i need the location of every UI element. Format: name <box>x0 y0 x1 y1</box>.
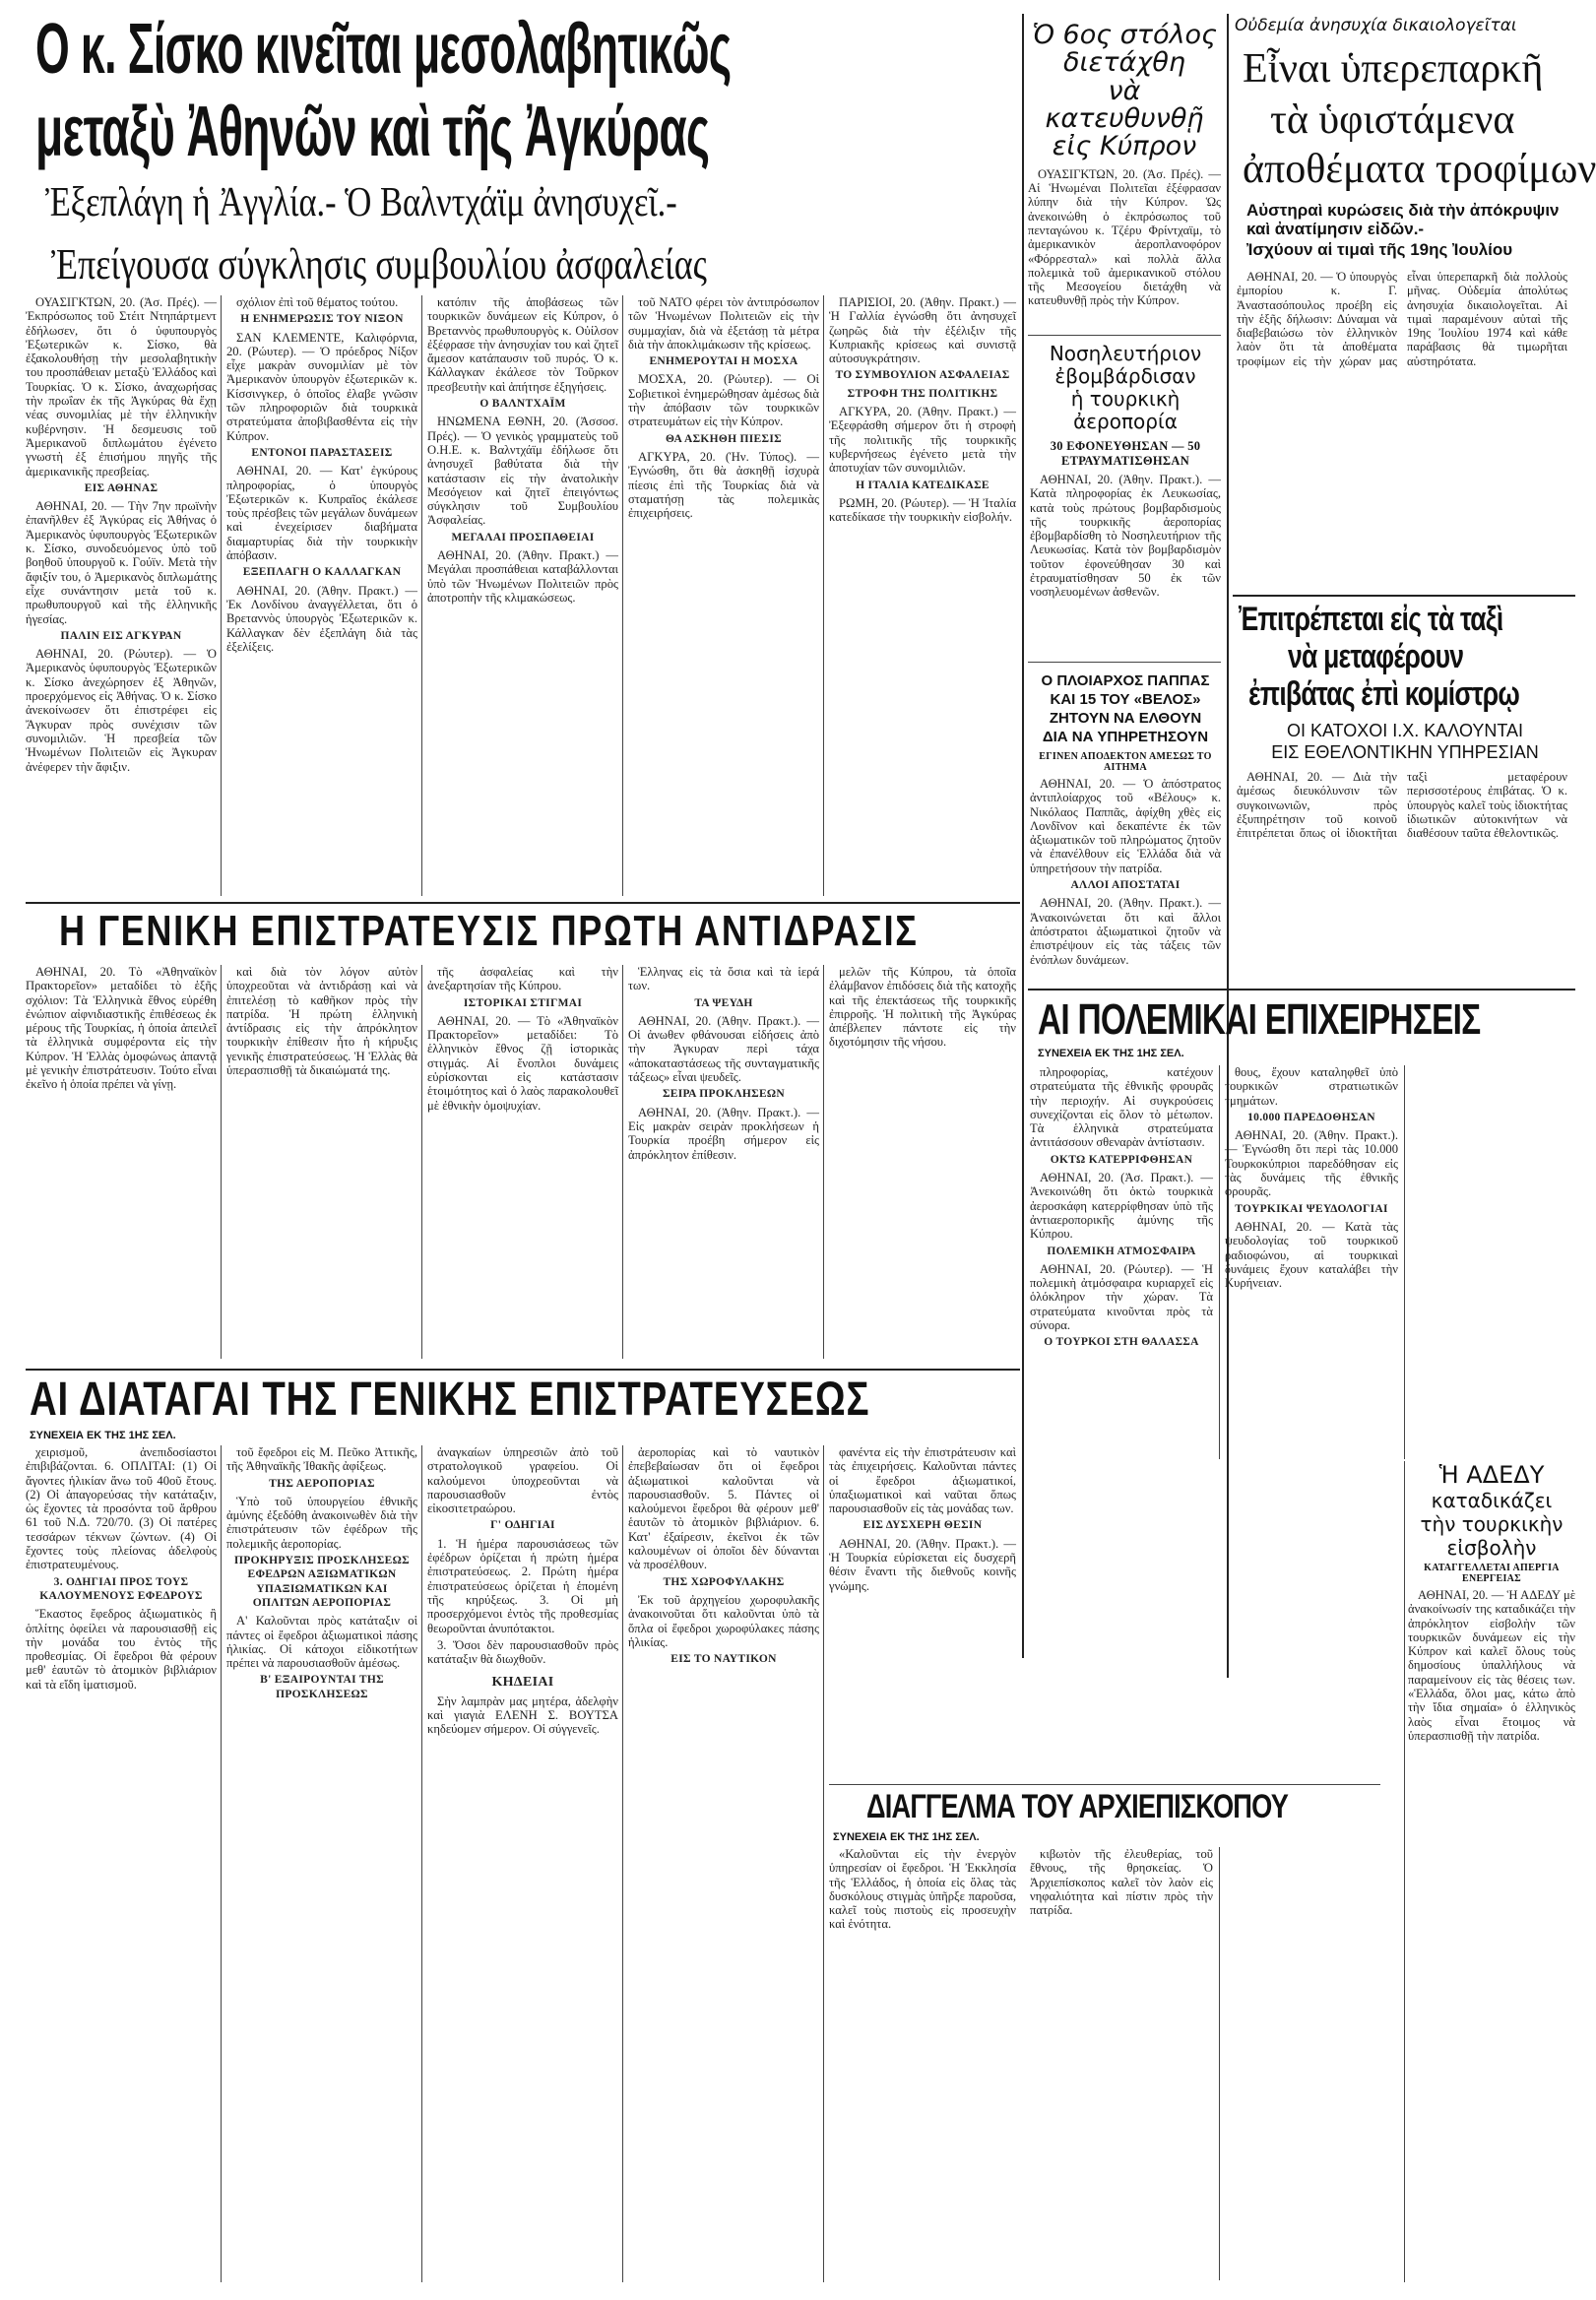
orders-column-2 <box>226 1445 417 2292</box>
orders-col2-text: τοῦ ἔφεδροι εἰς Μ. Πεῦκο Ἀττικῆς, τῆς Ἀθηναϊκῆς Ἰθακῆς ἀφίξεως. <box>226 1445 417 1474</box>
orders-col5-subhead: ΕΙΣ ΔΥΣΧΕΡΗ ΘΕΣΙΝ <box>862 1519 983 1532</box>
hospital-subhead: 30 ΕΦΟΝΕΥΘΗΣΑΝ — 50 ΕΤΡΑΥΜΑΤΙΣΘΗΣΑΝ <box>1050 439 1201 468</box>
main-story-col4-subhead-1: ΕΝΗΜΕΡΟΥΤΑΙ Η ΜΟΣΧΑ <box>649 355 798 368</box>
main-story-col5-subhead-0: ΤΟ ΣΥΜΒΟΥΛΙΟΝ ΑΣΦΑΛΕΙΑΣ <box>835 369 1010 382</box>
mobilization-col4-text: ΑΘΗΝΑΙ, 20. (Ἀθην. Πρακτ.). — Οἱ ἀνωθεν φθάνουσαι εἰδήσεις ἀπὸ τὴν Ἀγκυραν περὶ τάχα «ἀποκαταστάσεως τῆς συνταγματικῆς τάξεως» εἶναι ψευδεῖς. <box>628 1013 819 1085</box>
mobilization-col4-subhead: ΤΑ ΨΕΥΔΗ <box>694 996 753 1009</box>
orders-col5-text: φανέντα εἰς τὴν ἐπιστράτευσιν καὶ τὰς ἐπιχειρήσεις. Καλοῦνται πάντες οἱ ἔφεδροι ἀξιωματικοί, ὑπαξιωματικοὶ καὶ ναῦται ὅπως παρουσιασθοῦν εἰς τὰς μονάδας των. <box>829 1445 1016 1516</box>
main-story-col4-bot: ΑΓΚΥΡΑ, 20. (Ἡν. Τύπος). — Ἐγνώσθη, ὅτι θὰ ἀσκηθῇ ἰσχυρὰ πίεσις ἐπὶ τῆς Τουρκίας διὰ νὰ σταματήσῃ τὰς πολεμικὰς ἐπιχειρήσεις. <box>628 449 819 521</box>
fleet-body-text: ΟΥΑΣΙΓΚΤΩΝ, 20. (Ἀσ. Πρές). — Αἱ Ἡνωμέναι Πολιτεῖαι ἐξέφρασαν λύπην διὰ τὴν Κύπρον. Ὡς ἀνεκοινώθη ὁ ἐκπρόσωπος τοῦ πενταγώνου κ. Τζέρυ Φρίντχαϊμ, τὸ ἀμερικανικὸν ἀεροπλανοφόρον «Φόρρεσταλ» καὶ πολλὰ ἄλλα πολεμικὰ τοῦ ἀμερικανικοῦ στόλου τῆς Μεσογείου διετάχθη νὰ κατευθυνθῇ πρὸς τὴν Κύπρον. <box>1028 166 1221 308</box>
captain-body <box>1030 777 1221 967</box>
orders-col1-text: χειρισμοῦ, ἀνεπιδοσίαστοι ἐπιβιβάζονται. 6. ΟΠΛΙΤΑΙ: (1) Οἱ ἄγοντες ἡλικίαν ἄνω τοῦ 40οῦ ἔτους. (2) Οἱ ἀπαγορεύσας τὴν κατάταξιν, ὡς ἔχοντες τὰ προσόντα τοῦ ἄρθρου 61 τοῦ Ν.Δ. 720/70. (3) Οἱ πατέρες τεσσάρων τέκνων ζώντων. (4) Οἱ ἔχοντες τοὺς πλείονας ἀδελφοὺς ἐπιστρατευμένους. <box>26 1445 217 1572</box>
orders-col4-subhead-2: ΕΙΣ ΤΟ ΝΑΥΤΙΚΟΝ <box>670 1653 777 1666</box>
operations-col1-bot: ΑΘΗΝΑΙ, 20. (Ρώυτερ). — Ἡ πολεμικὴ ἀτμόσφαιρα κυριαρχεῖ εἰς ὁλόκληρον τὴν χώραν. Τὰ στρατεύματα κινοῦνται πρὸς τὰ σύνορα. <box>1030 1261 1213 1333</box>
hospital-title-line3: ἡ τουρκικὴ <box>1070 387 1181 411</box>
orders-col3-bot: 3. Ὅσοι δὲν παρουσιασθοῦν πρὸς κατάταξιν θὰ διωχθοῦν. <box>427 1637 618 1667</box>
mobilization-col3-text: ΑΘΗΝΑΙ, 20. — Τὸ «Ἀθηναϊκὸν Πρακτορεῖον» μεταδίδει: Τὸ ἑλληνικὸν ἔθνος ζῇ ἱστορικὰς στιγμάς. Αἱ ἔνοπλοι δυνάμεις εὑρίσκονται εἰς κατάστασιν ἑτοιμότητος καὶ ὁ λαὸς παρακολουθεῖ μὲ ἐθνικὴν ὁμοψυχίαν. <box>427 1013 618 1113</box>
captain-body-text-2: ΑΘΗΝΑΙ, 20. (Ἀθην. Πρακτ.). — Ἀνακοινώνεται ὅτι καὶ ἄλλοι ἀπόστρατοι ἀξιωματικοὶ ζητοῦν νὰ ἐπιστρέψουν εἰς τὰς τάξεις τῶν ἐνόπλων δυνάμεων. <box>1030 896 1221 967</box>
hospital-article <box>1030 343 1221 630</box>
operations-col1-subhead: ΟΚΤΩ ΚΑΤΕΡΡΙΦΘΗΣΑΝ <box>1050 1153 1193 1166</box>
orders-headline: ΑΙ ΔΙΑΤΑΓΑΙ ΤΗΣ ΓΕΝΙΚΗΣ ΕΠΙΣΤΡΑΤΕΥΣΕΩΣ <box>30 1374 870 1426</box>
fleet-title-line4: εἰς Κύπρον <box>1052 131 1197 162</box>
orders-col1-subhead: 3. ΟΔΗΓΙΑΙ ΠΡΟΣ ΤΟΥΣ ΚΑΛΟΥΜΕΝΟΥΣ ΕΦΕΔΡΟΥΣ <box>39 1575 203 1602</box>
food-subtitle-line1: Αὐστηραὶ κυρώσεις διὰ τὴν ἀπόκρυψιν καὶ ἀνατίμησιν εἰδῶν.- <box>1246 201 1560 238</box>
adedy-title-line2: καταδικάζει <box>1431 1489 1553 1512</box>
taxi-title-line2: νὰ μεταφέρουν <box>1288 638 1464 675</box>
main-story-col3-bot: ΑΘΗΝΑΙ, 20. (Ἀθην. Πρακτ.) — Μεγάλαι προσπάθειαι καταβάλλονται ὑπὸ τῶν Ἡνωμένων Πολιτειῶν πρὸς ἀποτροπὴν τῆς κλιμακώσεως. <box>427 548 618 605</box>
main-story-column-4 <box>628 295 819 906</box>
taxi-title-line1: Ἐπιτρέπεται εἰς τὰ ταξὶ <box>1239 601 1503 638</box>
operations-col2-subhead: 10.000 ΠΑΡΕΔΟΘΗΣΑΝ <box>1247 1111 1375 1123</box>
mobilization-column-3 <box>427 965 618 1369</box>
main-story-col1-subhead-2: ΠΑΛΙΝ ΕΙΣ ΑΓΚΥΡΑΝ <box>60 629 182 642</box>
main-headline-line1: Ο κ. Σίσκο κινεῖται μεσολαβητικῶς <box>35 10 732 89</box>
archbishop-column-1 <box>829 1847 1016 2290</box>
operations-col2-bot: ΑΘΗΝΑΙ, 20. — Κατὰ τὰς ψευδολογίας τοῦ τουρκικοῦ ραδιοφώνου, αἱ τουρκικαὶ δυνάμεις ἔχουν καταλάβει τὴν Κυρήνειαν. <box>1225 1219 1398 1291</box>
archbishop-continued: ΣΥΝΕΧΕΙΑ ΕΚ ΤΗΣ 1ΗΣ ΣΕΛ. <box>833 1831 980 1843</box>
main-story-col3-top: κατόπιν τῆς ἀποβάσεως τῶν τουρκικῶν δυνάμεων εἰς Κύπρον, ὁ Βρεταννὸς πρωθυπουργὸς κ. Οὐίλσον ἐξέφρασε τὴν ἀνησυχίαν του καὶ ζητεῖ ἄμεσον κατάπαυσιν τοῦ πυρός. Ὁ κ. Κάλλαγκαν ἐκάλεσε τὸν Τοῦρκον πρεσβευτὴν καὶ ἀπήτησε ἐξηγήσεις. <box>427 295 618 394</box>
main-story-col3-subhead-1: Ο ΒΑΛΝΤΧΑΪΜ <box>479 398 566 411</box>
taxi-title-line3: ἐπιβάτας ἐπὶ κομίστρῳ <box>1248 675 1520 713</box>
mobilization-headline: Η ΓΕΝΙΚΗ ΕΠΙΣΤΡΑΤΕΥΣΙΣ ΠΡΩΤΗ ΑΝΤΙΔΡΑΣΙΣ <box>59 907 919 955</box>
orders-col3-mid: 1. Ἡ ἡμέρα παρουσιάσεως τῶν ἐφέδρων ὁρίζεται ἡ πρώτη ἡμέρα ἐπιστρατεύσεως. 2. Πρώτη ἡμέρα ἐπιστρατεύσεως ὁρίζεται ἡ ἑπομένη τῆς κηρύξεως. 3. Οἱ μὴ προσερχόμενοι ἐντὸς τῆς προθεσμίας θεωροῦνται ἀνυπότακτοι. <box>427 1536 618 1635</box>
food-body <box>1237 270 1567 589</box>
main-story-col1-top: ΟΥΑΣΙΓΚΤΩΝ, 20. (Ἀσ. Πρές). — Ἐκπρόσωπος τοῦ Στέιτ Ντηπάρτμεντ ἐδήλωσεν, ὅτι ὁ ὑφυπουργὸς Ἐξωτερικῶν κ. Σίσκο, θὰ ἐξακολουθήσῃ τὴν μεσολαβητικὴν του προσπάθειαν μεταξὺ Ἑλλάδος καὶ Τουρκίας. Ὁ κ. Σίσκο, ἀναχωρήσας τὴν πρωΐαν ἐκ τῆς Ἀγκύρας θὰ ἔχῃ νέας συνομιλίας μὲ τὴν ἑλληνικὴν κυβέρνησιν. Ἡ δεσμευσις τοῦ Ἀμερικανοῦ διπλωμάτου ἐγένετο γνωστὴ ἐξ ἐπισήμου πηγῆς τῆς ἀμερικανικῆς πρεσβείας. <box>26 295 217 479</box>
main-story-col2-subhead-3: ΕΞΕΠΛΑΓΗ Ο ΚΑΛΛΑΓΚΑΝ <box>242 566 402 579</box>
orders-column-4 <box>628 1445 819 2292</box>
main-story-col2-subhead-2: ΕΝΤΟΝΟΙ ΠΑΡΑΣΤΑΣΕΙΣ <box>251 446 393 459</box>
operations-col1-mid: ΑΘΗΝΑΙ, 20. (Ἀσ. Πρακτ.). — Ἀνεκοινώθη ὅτι ὀκτὼ τουρκικὰ ἀεροσκάφη κατερρίφθησαν ὑπὸ τῆς ἀντιαεροπορικῆς ἀμύνης τῆς Κύπρου. <box>1030 1171 1213 1242</box>
main-story-col2-subhead-1: Η ΕΝΗΜΕΡΩΣΙΣ ΤΟΥ ΝΙΞΟΝ <box>240 313 404 326</box>
funerals-subhead: ΚΗΔΕΙΑΙ <box>491 1675 554 1691</box>
mobilization-column-2 <box>226 965 417 1369</box>
main-story-column-2 <box>226 295 417 906</box>
fleet-article <box>1028 22 1221 315</box>
orders-col2-subhead: ΤΗΣ ΑΕΡΟΠΟΡΙΑΣ <box>269 1477 375 1490</box>
main-story-col5-mid: ΑΓΚΥΡΑ, 20. (Ἀθην. Πρακτ.) — Ἐξεφράσθη σήμερον ὅτι ἡ στροφὴ τῆς πολιτικῆς τῆς τουρκικῆς κυβερνήσεως ἐγένετο μετὰ τὴν ἀποτυχίαν τῶν συνομιλιῶν. <box>829 405 1016 476</box>
adedy-body <box>1408 1588 1575 2140</box>
main-story-col2-end: ΑΘΗΝΑΙ, 20. (Ἀθην. Πρακτ.) — Ἐκ Λονδίνου ἀναγγέλλεται, ὅτι ὁ Βρεταννὸς ὑπουργὸς Ἐξωτερικῶν κ. Κάλλαγκαν δὲν ἐξεπλάγη διὰ τὰς ἐξελίξεις. <box>226 583 417 654</box>
archbishop-col1-text: «Καλοῦνται εἰς τὴν ἐνεργὸν ὑπηρεσίαν οἱ ἔφεδροι. Ἡ Ἐκκλησία τῆς Ἑλλάδος, ἡ ὁποία εἰς ὅλας τὰς δυσκόλους στιγμὰς ὑπῆρξε παροῦσα, καλεῖ τοὺς πιστοὺς εἰς προσευχὴν καὶ ἑνότητα. <box>829 1847 1016 1932</box>
taxi-body-text: ΑΘΗΝΑΙ, 20. — Διὰ τὴν ἀμέσως διευκόλυνσιν τῶν συγκοινωνιῶν, πρὸς ἐξυπηρέτησιν τοῦ κοινοῦ ἐπιτρέπεται ὅπως οἱ ἰδιοκτῆται ταξὶ μεταφέρουν περισσοτέρους ἐπιβάτας. Ὁ κ. ὑπουργὸς καλεῖ τοὺς ἰδιοκτήτας ἰδιωτικῶν αὐτοκινήτων νὰ διαθέσουν ταῦτα ἐθελοντικῶς. <box>1237 770 1567 841</box>
operations-col2-text: ΑΘΗΝΑΙ, 20. (Ἀθην. Πρακτ.). — Ἐγνώσθη ὅτι περὶ τὰς 10.000 Τουρκοκύπριοι παρεδόθησαν εἰς τὰς δυνάμεις τῆς ἐθνικῆς φρουρᾶς. <box>1225 1128 1398 1199</box>
adedy-body-text: ΑΘΗΝΑΙ, 20. — Ἡ ΑΔΕΔΥ μὲ ἀνακοίνωσίν της καταδικάζει τὴν ἀπρόκλητον εἰσβολὴν τῶν τουρκικῶν δυνάμεων εἰς τὴν Κύπρον καὶ καλεῖ ὅλους τοὺς δημοσίους ὑπαλλήλους νὰ παραμείνουν εἰς τὰς θέσεις των. «Ἑλλάδα, ὅλοι μας, κάτω ἀπὸ τὴν ἴδια σημαία» ὁ ἑλληνικὸς λαὸς εἶναι ἕτοιμος νὰ ὑπερασπισθῇ τὴν πατρίδα. <box>1408 1588 1575 1743</box>
food-title-line1: Εἶναι ὑπερεπαρκῆ <box>1243 46 1544 92</box>
mobilization-col4-top: Ἑλληνας εἰς τὰ ὅσια καὶ τὰ ἱερά των. <box>628 965 819 993</box>
adedy-title-line4: εἰσβολὴν <box>1446 1536 1537 1560</box>
main-story-col2-mid: ΣΑΝ ΚΛΕΜΕΝΤΕ, Καλιφόρνια, 20. (Ρώυτερ). — Ὁ πρόεδρος Νίξον εἶχε μακρὰν συνομιλίαν μὲ τὸν Ἀμερικανὸν ὑπουργὸν ἐξωτερικῶν κ. Κίσσινγκερ, ὁ ὁποῖος ἐλαβε γνῶσιν τῶν πληροφοριῶν διὰ τουρκικὰ στρατεύματα ἀποβιβασθέντα εἰς τὴν Κύπρον. <box>226 330 417 443</box>
food-subtitle-line2: Ἰσχύουν αἱ τιμαὶ τῆς 19ης Ἰουλίου <box>1246 240 1513 259</box>
hospital-title-line1: Νοσηλευτήριον <box>1049 342 1202 365</box>
main-story-col5-top: ΠΑΡΙΣΙΟΙ, 20. (Ἀθην. Πρακτ.) — Ἡ Γαλλία ἐγνώσθη ὅτι ἀνησυχεῖ ζωηρῶς διὰ τὴν ἐξέλιξιν τῆς Κυπριακῆς κρίσεως καὶ συνιστᾷ αὐτοσυγκράτησιν. <box>829 295 1016 366</box>
operations-column-2 <box>1225 1065 1398 1469</box>
mobilization-col3-subhead: ΙΣΤΟΡΙΚΑΙ ΣΤΙΓΜΑΙ <box>463 996 583 1009</box>
orders-col2-subhead-2: ΠΡΟΚΗΡΥΞΙΣ ΠΡΟΣΚΛΗΣΕΩΣ ΕΦΕΔΡΩΝ ΑΞΙΩΜΑΤΙΚΩΝ ΥΠΑΞΙΩΜΑΤΙΚΩΝ ΚΑΙ ΟΠΛΙΤΩΝ ΑΕΡΟΠΟΡΙΑΣ <box>234 1555 410 1609</box>
mobilization-col5-text: μελῶν τῆς Κύπρου, τὰ ὁποῖα ἐλάμβανον ἐπιδόσεις διὰ τῆς κατοχῆς καὶ τῆς ἐπεκτάσεως τῆς τουρκικῆς ἐπιρροῆς. Ἡ πολιτικὴ τῆς Ἀγκύρας ἀπέβλεπεν πάντοτε εἰς τὴν διχοτόμησιν τῆς νήσου. <box>829 965 1016 1050</box>
food-title-line3: ἀποθέματα τροφίμων <box>1243 147 1596 192</box>
orders-col4-bot: Ἐκ τοῦ ἀρχηγείου χωροφυλακῆς ἀνακοινοῦται ὅτι καλοῦνται ὑπὸ τὰ ὅπλα οἱ ἔφεδροι χωροφύλακες πάσης ἡλικίας. <box>628 1592 819 1649</box>
operations-continued: ΣΥΝΕΧΕΙΑ ΕΚ ΤΗΣ 1ΗΣ ΣΕΛ. <box>1038 1048 1184 1059</box>
captain-title-line4: ΔΙΑ ΝΑ ΥΠΗΡΕΤΗΣΟΥΝ <box>1042 729 1209 745</box>
taxi-subtitle-line2: ΕΙΣ ΕΘΕΛΟΝΤΙΚΗΝ ΥΠΗΡΕΣΙΑΝ <box>1271 742 1539 762</box>
funerals-text: Σὴν λαμπρὰν μας μητέρα, ἀδελφὴν καὶ γιαγιὰ ΕΛΕΝΗ Σ. ΒΟΥΤΣΑ κηδεύομεν σήμερον. Οἱ σύγγενεῖς. <box>427 1693 618 1737</box>
mobilization-col1-text: ΑΘΗΝΑΙ, 20. Τὸ «Ἀθηναϊκὸν Πρακτορεῖον» μεταδίδει τὸ ἑξῆς σχόλιον: Τὰ Ἑλληνικὰ ἔθνος εὑρέθη ἐνώπιον αἰφνιδιαστικῆς ἐπιθέσεως ἐκ μέρους τῆς Τουρκίας, ἡ ὁποία ἀπειλεῖ τὰ ἑλληνικὰ συμφέροντα εἰς τὴν Κύπρον. Ἡ Ἑλλὰς ὁμοφώνως ἀπαντᾷ μὲ γενικὴν ἐπιστράτευσιν. Τούτο εἶναι ἐκεῖνο ἡ ὁποία πρέπει νὰ γίνῃ. <box>26 965 217 1092</box>
main-story-col1-bot: ΑΘΗΝΑΙ, 20. (Ρώυτερ). — Ὁ Ἀμερικανὸς ὑφυπουργὸς Ἐξωτερικῶν κ. Σίσκο ἀνεχώρησεν ἐξ Ἀθηνῶν, προερχόμενος εἰς Ἀθήνας. Ὁ κ. Σίσκο ἀνεκοίνωσεν ὅτι ἐπιστρέφει εἰς Ἄγκυραν πρὸς συνέχισιν τῶν συνομιλιῶν. Ἡ πρεσβεία τῶν Ἡνωμένων Πολιτειῶν εἰς Ἀγκυραν ἀνέφερεν τὴν ἄφιξιν. <box>26 647 217 774</box>
archbishop-col2-text: κιβωτὸν τῆς ἐλευθερίας, τοῦ ἔθνους, τῆς θρησκείας. Ὁ Ἀρχιεπίσκοπος καλεῖ τὸν λαὸν εἰς νηφαλιότητα καὶ πίστιν πρὸς τὴν πατρίδα. <box>1030 1847 1213 1918</box>
captain-title-line3: ΖΗΤΟΥΝ ΝΑ ΕΛΘΟΥΝ <box>1049 710 1202 727</box>
hospital-body-text: ΑΘΗΝΑΙ, 20. (Ἀθην. Πρακτ.). — Κατὰ πληροφορίας ἐκ Λευκωσίας, κατὰ τοὺς πρώτους βομβαρδισμοὺς τῆς τουρκικῆς ἀεροπορίας ἐβομβαρδίσθη τὸ Νοσηλευτήριον τῆς Λευκωσίας. Κατὰ τὸν βομβαρδισμὸν τοῦτον ἐφονεύθησαν 30 καὶ ἐτραυματίσθησαν 50 ἐκ τῶν νοσηλευομένων ἀσθενῶν. <box>1030 473 1221 600</box>
captain-body-text: ΑΘΗΝΑΙ, 20. — Ὁ ἀπόστρατος ἀντιπλοίαρχος τοῦ «Βέλους» κ. Νικόλαος Παππᾶς, ἀφίχθη χθὲς εἰς Λονδῖνον καὶ δεκαπέντε ἐκ τῶν ἀξιωματικῶν τοῦ πληρώματος ζητοῦν νὰ ἐπανέλθουν εἰς Ἑλλάδα διὰ νὰ ὑπηρετήσουν τὴν πατρίδα. <box>1030 777 1221 875</box>
operations-col2-subhead-2: ΤΟΥΡΚΙΚΑΙ ΨΕΥΔΟΛΟΓΙΑΙ <box>1235 1202 1388 1215</box>
orders-continued: ΣΥΝΕΧΕΙΑ ΕΚ ΤΗΣ 1ΗΣ ΣΕΛ. <box>30 1430 176 1441</box>
hospital-body <box>1030 473 1221 630</box>
mobilization-column-1 <box>26 965 217 1369</box>
main-story-col5-subhead-2: Η ΙΤΑΛΙΑ ΚΑΤΕΔΙΚΑΣΕ <box>856 479 990 491</box>
archbishop-column-2 <box>1030 1847 1213 2290</box>
orders-column-5 <box>829 1445 1016 1820</box>
adedy-title-line1: Ἡ ΑΔΕΔΥ <box>1438 1461 1545 1489</box>
orders-column-3 <box>427 1445 618 2292</box>
archbishop-headline: ΔΙΑΓΓΕΛΜΑ ΤΟΥ ΑΡΧΙΕΠΙΣΚΟΠΟΥ <box>866 1788 1289 1825</box>
main-story-col2-bot: ΑΘΗΝΑΙ, 20. — Κατ' ἐγκύρους πληροφορίας, ὁ ὑπουργὸς Ἐξωτερικῶν κ. Κυπραῖος ἐκάλεσε τοὺς πρέσβεις τῶν μεγάλων δυνάμεων καὶ ἐνεχείρισεν διαβήματα διαμαρτυρίας διὰ τὴν τουρκικὴν ἀπόβασιν. <box>226 464 417 563</box>
adedy-title-line3: τὴν τουρκικὴν <box>1420 1512 1564 1536</box>
food-title-line2: τὰ ὑφιστάμενα <box>1270 97 1515 143</box>
food-body-text: ΑΘΗΝΑΙ, 20. — Ὁ ὑπουργὸς ἐμπορίου κ. Γ. Ἀναστασόπουλος προέβη εἰς τὴν ἑξῆς δήλωσιν: Δύναμαι νὰ διαβεβαιώσω τὸν ἑλληνικὸν λαὸν ὅτι τὰ ἀποθέματα τροφίμων εἰς τὴν χώραν μας εἶναι ὑπερεπαρκῆ διὰ πολλοὺς μῆνας. Οὐδεμία ἀπολύτως ἀνησυχία δικαιολογεῖται. Αἱ τιμαὶ παραμένουν αὐταὶ τῆς 19ης Ἰουλίου 1974 καὶ κάθε παράβασις θὰ τιμωρῆται αὐστηρότατα. <box>1237 270 1567 368</box>
adedy-article <box>1408 1461 1575 2140</box>
hospital-title-line2: ἐβομβάρδισαν <box>1054 364 1196 388</box>
main-story-col4-top: τοῦ ΝΑΤΟ φέρει τὸν ἀντιπρόσωπον τῶν Ἡνωμένων Πολιτειῶν εἰς τὴν συμμαχίαν, διὰ νὰ ἐξετάσῃ τὰ μέτρα διὰ τὴν ἀποκλιμάκωσιν τῆς κρίσεως. <box>628 295 819 351</box>
hospital-title-line4: ἀεροπορία <box>1073 410 1178 433</box>
main-story-col5-bot: ΡΩΜΗ, 20. (Ρώυτερ). — Ἡ Ἰταλία κατεδίκασε τὴν τουρκικὴν εἰσβολήν. <box>829 495 1016 525</box>
captain-article <box>1030 671 1221 967</box>
fleet-title-line2: διετάχθη <box>1063 47 1185 79</box>
captain-title-line2: ΚΑΙ 15 ΤΟΥ «ΒΕΛΟΣ» <box>1050 691 1201 708</box>
main-story-column-3 <box>427 295 618 906</box>
orders-col1-bot: Ἕκαστος ἔφεδρος ἀξιωματικὸς ἢ ὁπλίτης ὀφείλει νὰ παρουσιασθῇ εἰς τὴν μονάδα του ἐντὸς τῆς προθεσμίας. Οἱ ἔφεδροι θὰ φέρουν μεθ' ἑαυτῶν τὸ ἀτομικὸν βιβλιάριον καὶ τὰ εἴδη ἱματισμοῦ. <box>26 1607 217 1692</box>
main-headline-line2: μεταξὺ Ἀθηνῶν καὶ τῆς Ἀγκύρας <box>35 93 710 171</box>
main-story-column-5 <box>829 295 1016 906</box>
main-story-col3-subhead-2: ΜΕΓΑΛΑΙ ΠΡΟΣΠΑΘΕΙΑΙ <box>451 531 595 543</box>
fleet-title-line1: Ὁ 6ος στόλος <box>1032 20 1217 50</box>
mobilization-col3-top: τῆς ἀσφαλείας καὶ τὴν ἀνεξαρτησίαν τῆς Κύπρου. <box>427 965 618 993</box>
main-story-col5-subhead-1: ΣΤΡΟΦΗ ΤΗΣ ΠΟΛΙΤΙΚΗΣ <box>847 387 998 400</box>
taxi-subtitle-line1: ΟΙ ΚΑΤΟΧΟΙ Ι.Χ. ΚΑΛΟΥΝΤΑΙ <box>1286 721 1524 740</box>
orders-col3-subhead: Γ' ΟΔΗΓΙΑΙ <box>490 1519 555 1532</box>
orders-col2-bot: Α' Καλοῦνται πρὸς κατάταξιν οἱ πάντες οἱ ἔφεδροι ἀξιωματικοὶ πάσης ἡλικίας. Οἱ κάτοχοι εἰδικοτήτων πρέπει νὰ παρουσιασθοῦν ἀμέσως. <box>226 1614 417 1671</box>
captain-subhead-2: ΑΛΛΟΙ ΑΠΟΣΤΑΤΑΙ <box>1070 879 1181 892</box>
captain-subhead: ΕΓΙΝΕΝ ΑΠΟΔΕΚΤΟΝ ΑΜΕΣΩΣ ΤΟ ΑΙΤΗΜΑ <box>1039 751 1212 773</box>
main-story-col4-subhead-2: ΘΑ ΑΣΚΗΘΗ ΠΙΕΣΙΣ <box>666 432 782 445</box>
mobilization-col2-text: καὶ διὰ τὸν λόγον αὐτὸν ὑποχρεοῦται νὰ ἀντιδράσῃ καὶ νὰ ἐπιτελέσῃ τὸ καθῆκον πρὸς τὴν πατρίδα. Ἡ πρώτη ἑλληνικὴ ἀντίδρασις εἰς τὴν ἀπρόκλητον τουρκικὴν ἐπίθεσιν ἦτο ἡ κήρυξις γενικῆς ἐπιστρατεύσεως. Ἡ Ἑλλὰς θὰ ὑπερασπισθῇ τὰ δικαιώματά της. <box>226 965 417 1078</box>
orders-col4-text: ἀεροπορίας καὶ τὸ ναυτικὸν ἐπεβεβαίωσαν ὅτι οἱ ἔφεδροι ἀξιωματικοὶ καλοῦνται νὰ παρουσιασθοῦν. 5. Πάντες οἱ καλούμενοι ἔφεδροι θὰ φέρουν μεθ' ἑαυτῶν τὸ ἀτομικὸν βιβλιάριον. 6. Κατ' ἐξαίρεσιν, ἐκεῖνοι ἐκ τῶν καλουμένων οἱ ὁποῖοι δὲν δύνανται νὰ προσέλθουν. <box>628 1445 819 1572</box>
fleet-title-line3: νὰ κατευθυνθῇ <box>1045 75 1204 135</box>
main-story-col4-mid: ΜΟΣΧΑ, 20. (Ρώυτερ). — Οἱ Σοβιετικοὶ ἐνημερώθησαν ἀμέσως διὰ τὴν ἀπόβασιν τῶν τουρκικῶν στρατευμάτων εἰς τὴν Κύπρον. <box>628 372 819 429</box>
fleet-body <box>1028 167 1221 315</box>
operations-col2-top: θους, ἔχουν καταληφθεῖ ὑπὸ τουρκικῶν στρατιωτικῶν τμημάτων. <box>1225 1065 1398 1108</box>
orders-col2-subhead-3: Β' ΕΞΑΙΡΟΥΝΤΑΙ ΤΗΣ ΠΡΟΣΚΛΗΣΕΩΣ <box>260 1674 384 1700</box>
taxi-body <box>1237 770 1567 918</box>
main-story-col1-subhead-1: ΕΙΣ ΑΘΗΝΑΣ <box>84 481 159 494</box>
main-subhead-line2: Ἐπείγουσα σύγκλησις συμβουλίου ἀσφαλείας <box>51 240 707 288</box>
adedy-subhead: ΚΑΤΑΓΓΕΛΛΕΤΑΙ ΑΠΕΡΓΙΑ ΕΝΕΡΓΕΙΑΣ <box>1424 1563 1560 1584</box>
mobilization-column-5 <box>829 965 1016 1369</box>
main-story-col2-top: σχόλιον ἐπὶ τοῦ θέματος τούτου. <box>236 295 399 309</box>
operations-column-1 <box>1030 1065 1213 1469</box>
main-story-col3-mid: ΗΝΩΜΕΝΑ ΕΘΝΗ, 20. (Ἀσσοσ. Πρές). — Ὁ γενικὸς γραμματεὺς τοῦ Ο.Η.Ε. κ. Βαλντχάϊμ ἐδήλωσε ὅτι ἀνησυχεῖ βαθύτατα διὰ τὴν κατάστασιν εἰς τὴν ἀνατολικὴν Μεσόγειον καὶ ζητεῖ ἐπειγόντως σύγκλησιν τοῦ Συμβουλίου Ἀσφαλείας. <box>427 415 618 528</box>
orders-col2-mid: Ὑπὸ τοῦ ὑπουργείου ἐθνικῆς ἀμύνης ἐξεδόθη ἀνακοινωθὲν διὰ τὴν ἐπιστράτευσιν τῶν ἐφέδρων τῆς πολεμικῆς ἀεροπορίας. <box>226 1494 417 1551</box>
food-kicker: Οὐδεμία ἀνησυχία δικαιολογεῖται <box>1235 16 1517 35</box>
operations-col1-text: πληροφορίας, κατέχουν στρατεύματα τῆς ἐθνικῆς φρουρᾶς τὴν περιοχήν. Αἱ συγκρούσεις συνεχίζονται εἰς ὅλον τὸ μέτωπον. Τὰ ἑλληνικὰ στρατεύματα ἀντιτάσσουν σθεναρὰν ἀντίστασιν. <box>1030 1065 1213 1150</box>
orders-col4-subhead: ΤΗΣ ΧΩΡΟΦΥΛΑΚΗΣ <box>663 1575 785 1588</box>
operations-col1-subhead-2: ΠΟΛΕΜΙΚΗ ΑΤΜΟΣΦΑΙΡΑ <box>1047 1245 1196 1257</box>
orders-column-1 <box>26 1445 217 2292</box>
mobilization-column-4 <box>628 965 819 1369</box>
main-story-col1-mid: ΑΘΗΝΑΙ, 20. — Τὴν 7ην πρωϊνὴν ἐπανῆλθεν ἐξ Ἀγκύρας εἰς Ἀθήνας ὁ Ἀμερικανὸς ὑφυπουργὸς Ἐξωτερικῶν κ. Σίσκο, συνοδευόμενος ὑπὸ τοῦ βοηθοῦ ὑπουργοῦ κ. Γούϊν. Μετὰ τὴν ἄφιξίν του, ὁ Ἀμερικανὸς διπλωμάτης εἶχε συνάντησιν μετὰ τοῦ κ. πρωθυπουργοῦ καὶ τῆς ἑλληνικῆς ἡγεσίας. <box>26 499 217 626</box>
captain-title-line1: Ο ΠΛΟΙΑΡΧΟΣ ΠΑΠΠΑΣ <box>1041 672 1210 689</box>
main-story-column-1 <box>26 295 217 906</box>
main-subhead-line1: Ἐξεπλάγη ἡ Ἀγγλία.- Ὁ Βαλντχάϊμ ἀνησυχεῖ.- <box>45 180 677 225</box>
orders-col5-mid: ΑΘΗΝΑΙ, 20. (Ἀθην. Πρακτ.). — Ἡ Τουρκία εὑρίσκεται εἰς δυσχερῆ θέσιν ἔναντι τῆς διεθνοῦς κοινῆς γνώμης. <box>829 1536 1016 1593</box>
mobilization-col4-bot: ΑΘΗΝΑΙ, 20. (Ἀθην. Πρακτ.). — Εἰς μακρὰν σειρὰν προκλήσεων ἡ Τουρκία προέβη σήμερον εἰς ἀπρόκλητον ἐπίθεσιν. <box>628 1105 819 1162</box>
operations-col1-subhead-3: Ο ΤΟΥΡΚΟΙ ΣΤΗ ΘΑΛΑΣΣΑ <box>1044 1336 1199 1349</box>
orders-col3-text: ἀναγκαίων ὑπηρεσιῶν ἀπὸ τοῦ στρατολογικοῦ γραφείου. Οἱ καλούμενοι ὑποχρεοῦνται νὰ παρουσιασθοῦν ἐντὸς εἰκοσιτετραώρου. <box>427 1445 618 1516</box>
mobilization-col4-subhead-2: ΣΕΙΡΑ ΠΡΟΚΛΗΣΕΩΝ <box>662 1088 786 1101</box>
operations-headline: ΑΙ ΠΟΛΕΜΙΚΑΙ ΕΠΙΧΕΙΡΗΣΕΙΣ <box>1038 995 1481 1044</box>
